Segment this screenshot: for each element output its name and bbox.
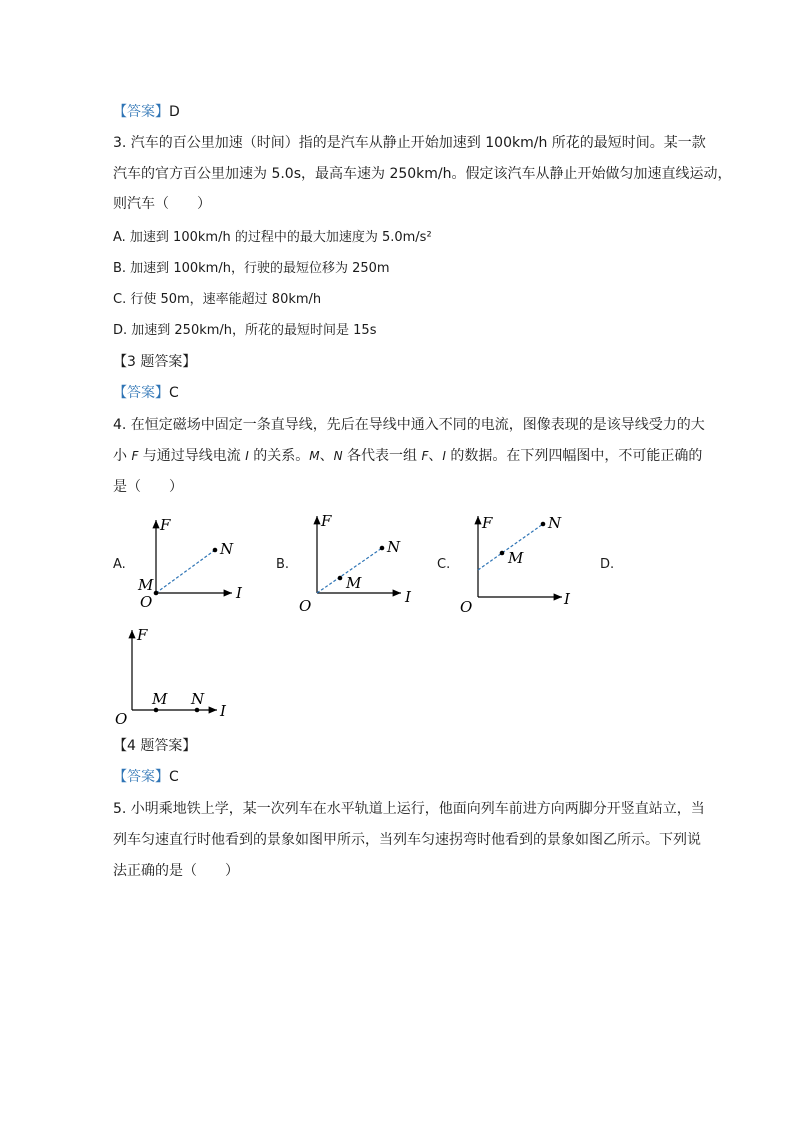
n-label: N bbox=[191, 690, 205, 708]
q4-option-label-a: A. bbox=[113, 557, 126, 572]
trend-line bbox=[156, 550, 215, 593]
q2-answer bbox=[113, 102, 180, 122]
q4-option-label-c: C. bbox=[437, 557, 451, 572]
x-axis-label: I bbox=[405, 588, 411, 606]
q4-stem-line-2 bbox=[113, 446, 702, 466]
answer-tag: 【答案】 bbox=[113, 385, 169, 401]
m-label: M bbox=[508, 549, 524, 567]
var-i: I bbox=[442, 449, 446, 463]
m-label: M bbox=[346, 574, 362, 592]
var-f: F bbox=[421, 449, 429, 463]
q3-stem-line-2: 汽车的官方百公里加速为 5.0s，最高车速为 250km/h。假定该汽车从静止开始做匀加速直线运动， bbox=[113, 166, 732, 182]
var-m: M bbox=[309, 449, 320, 463]
x-axis-label: I bbox=[236, 584, 242, 602]
point-n bbox=[213, 548, 218, 553]
x-axis-label: I bbox=[564, 590, 570, 608]
x-axis-label: I bbox=[220, 702, 226, 720]
y-axis-label: F bbox=[482, 514, 493, 532]
answer-value: C bbox=[169, 769, 179, 785]
q4-stem-line-3: 是（ ） bbox=[113, 479, 183, 495]
n-label: N bbox=[220, 540, 234, 558]
q4-stem-line-1: 4. 在恒定磁场中固定一条直导线，先后在导线中通入不同的电流，图像表现的是该导线受力的大 bbox=[113, 417, 705, 433]
q3-stem-line-1: 3. 汽车的百公里加速（时间）指的是汽车从静止开始加速到 100km/h 所花的最短时间。某一款 bbox=[113, 135, 706, 151]
y-axis-label: F bbox=[137, 626, 148, 644]
q4-section-label: 【4 题答案】 bbox=[113, 738, 197, 754]
q5-stem-line-3: 法正确的是（ ） bbox=[113, 863, 239, 879]
point-n bbox=[541, 522, 546, 527]
var-i: I bbox=[245, 449, 249, 463]
point-m bbox=[338, 576, 343, 581]
answer-value: D bbox=[169, 104, 180, 120]
n-label: N bbox=[548, 514, 562, 532]
text-seg: 与通过导线电流 bbox=[138, 448, 246, 464]
text-seg: 小 bbox=[113, 448, 132, 464]
q4-option-label-d: D. bbox=[600, 557, 615, 572]
text-seg: 、 bbox=[428, 448, 443, 464]
point-n bbox=[380, 546, 385, 551]
point-n bbox=[195, 708, 200, 713]
y-axis-label: F bbox=[160, 516, 171, 534]
q3-answer bbox=[113, 383, 179, 403]
text-seg: 的数据。在下列四幅图中，不可能正确的 bbox=[445, 448, 703, 464]
graph-c bbox=[458, 510, 588, 616]
graph-b bbox=[295, 512, 425, 615]
answer-tag: 【答案】 bbox=[113, 104, 169, 120]
answer-value: C bbox=[169, 385, 179, 401]
origin-label: O bbox=[115, 710, 128, 728]
text-seg: 各代表一组 bbox=[342, 448, 422, 464]
origin-label: O bbox=[460, 598, 473, 616]
text-seg: 的关系。 bbox=[248, 448, 310, 464]
q4-answer bbox=[113, 767, 179, 787]
q5-stem-line-1: 5. 小明乘地铁上学，某一次列车在水平轨道上运行，他面向列车前进方向两脚分开竖直站立，当 bbox=[113, 801, 705, 817]
point-m bbox=[500, 551, 505, 556]
origin-label: O bbox=[299, 597, 312, 615]
graph-a bbox=[132, 512, 262, 612]
text-seg: 、 bbox=[319, 448, 334, 464]
var-f: F bbox=[131, 449, 139, 463]
q3-option-b: B. 加速到 100km/h，行驶的最短位移为 250m bbox=[113, 261, 390, 276]
answer-tag: 【答案】 bbox=[113, 769, 169, 785]
q3-option-d: D. 加速到 250km/h，所花的最短时间是 15s bbox=[113, 323, 377, 338]
m-label: M bbox=[138, 576, 154, 594]
q3-stem-line-3: 则汽车（ ） bbox=[113, 196, 211, 212]
y-axis-label: F bbox=[321, 512, 332, 530]
point-m bbox=[154, 708, 159, 713]
q3-option-a: A. 加速到 100km/h 的过程中的最大加速度为 5.0m/s² bbox=[113, 230, 432, 245]
m-label: M bbox=[152, 690, 168, 708]
q5-stem-line-2: 列车匀速直行时他看到的景象如图甲所示，当列车匀速拐弯时他看到的景象如图乙所示。下列说 bbox=[113, 832, 701, 848]
n-label: N bbox=[387, 538, 401, 556]
q4-option-label-b: B. bbox=[276, 557, 290, 572]
graph-d bbox=[113, 626, 253, 726]
q3-option-c: C. 行使 50m，速率能超过 80km/h bbox=[113, 292, 322, 307]
q3-section-label: 【3 题答案】 bbox=[113, 354, 197, 370]
point-m bbox=[154, 591, 159, 596]
origin-label: O bbox=[140, 593, 153, 611]
var-n: N bbox=[333, 449, 343, 463]
